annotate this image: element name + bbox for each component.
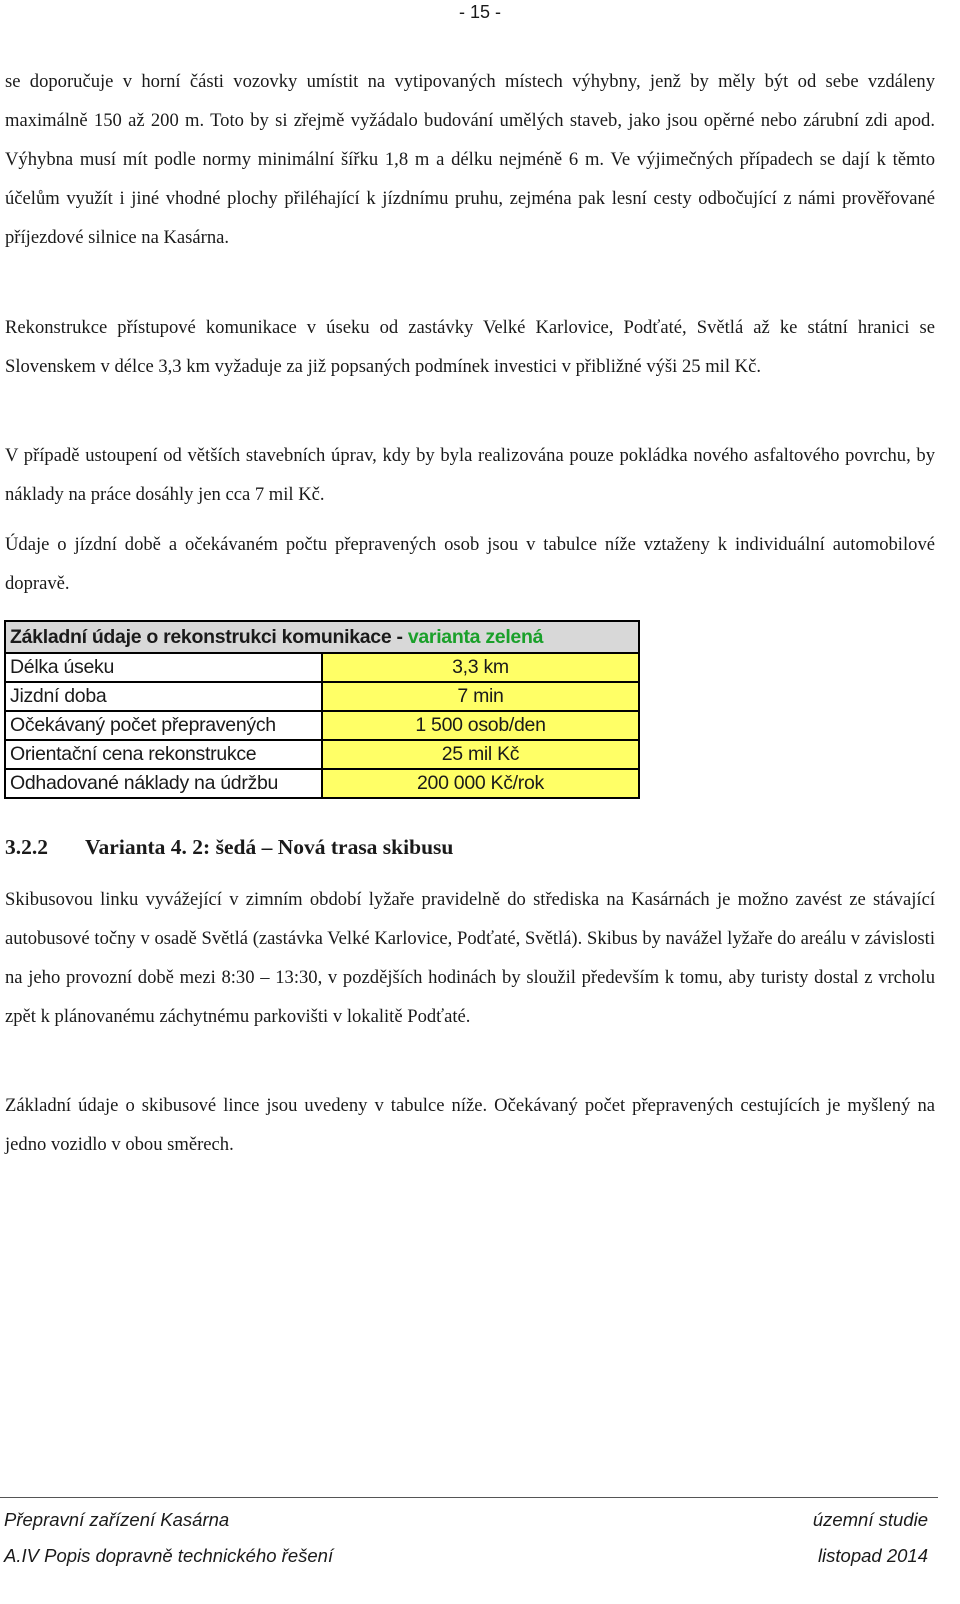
row-value: 1 500 osob/den: [322, 711, 639, 740]
row-label: Odhadované náklady na údržbu: [5, 769, 322, 798]
paragraph-reconstruction-cost: Rekonstrukce přístupové komunikace v úseku od zastávky Velké Karlovice, Podťaté, Světlá až ke státní hranici se Slovenskem v délce 3,3 km vyžaduje za již popsaných podmínek investici v přibližné výši 25 mil Kč.: [5, 317, 935, 377]
table-header-row: [5, 621, 639, 653]
footer-row-1: [4, 1508, 928, 1532]
row-label: Očekávaný počet přepravených: [5, 711, 322, 740]
row-value: 200 000 Kč/rok: [322, 769, 639, 798]
table-row: [5, 769, 639, 798]
section-number: 3.2.2: [5, 835, 48, 859]
footer-row-2: [4, 1544, 928, 1568]
footer-project: Přepravní zařízení Kasárna: [4, 1509, 230, 1530]
table-row: [5, 740, 639, 769]
table-title: [5, 621, 639, 653]
paragraph-passing-places: se doporučuje v horní části vozovky umístit na vytipovaných místech výhybny, jenž by měly být od sebe vzdáleny maximálně 150 až 200 m. Toto by si zřejmě vyžádalo budování umělých staveb, jako jsou opěrné nebo zárubní zdi apod. Výhybna musí mít podle normy minimální šířku 1,8 m a délku nejméně 6 m. Ve výjimečných případech se dají k těmto účelům využít i jiné vhodné plochy přiléhající k jízdnímu pruhu, zejména pak lesní cesty odbočující z námi prověřované příjezdové silnice na Kasárna.: [5, 71, 935, 248]
page-number: - 15 -: [458, 2, 501, 22]
paragraph-asphalt-option: V případě ustoupení od větších stavebních úprav, kdy by byla realizována pouze pokládka nového asfaltového povrchu, by náklady na práce dosáhly jen cca 7 mil Kč.: [5, 445, 935, 505]
footer-divider: [0, 1497, 938, 1498]
row-label: Orientační cena rekonstrukce: [5, 740, 322, 769]
row-label: Jizdní doba: [5, 682, 322, 711]
row-value: 25 mil Kč: [322, 740, 639, 769]
reconstruction-data-table: [4, 620, 640, 799]
table-row: [5, 653, 639, 682]
row-value: 7 min: [322, 682, 639, 711]
footer-chapter: A.IV Popis dopravně technického řešení: [4, 1545, 334, 1566]
table-title-variant: varianta zelená: [407, 625, 544, 648]
row-label: Délka úseku: [5, 653, 322, 682]
section-title: Varianta 4. 2: šedá – Nová trasa skibusu: [85, 835, 454, 859]
table-row: [5, 682, 639, 711]
footer-date: listopad 2014: [817, 1545, 928, 1566]
row-value: 3,3 km: [322, 653, 639, 682]
table-title-text: Základní údaje o rekonstrukci komunikace -: [10, 625, 408, 648]
paragraph-table-note: Údaje o jízdní době a očekávaném počtu přepravených osob jsou v tabulce níže vztaženy k individuální automobilové dopravě.: [5, 534, 935, 594]
footer-doc-type: územní studie: [812, 1509, 928, 1530]
paragraph-skibus-route: Skibusovou linku vyvážející v zimním období lyžaře pravidelně do střediska na Kasárnách je možno zavést ze stávající autobusové točny v osadě Světlá (zastávka Velké Karlovice, Podťaté, Světlá). Skibus by navážel lyžaře do areálu v závislosti na jeho provozní době mezi 8:30 – 13:30, v pozdějších hodinách by sloužil především k tomu, aby turisty dostal z vrcholu zpět k plánovanému záchytnému parkovišti v lokalitě Podťaté.: [5, 889, 935, 1027]
paragraph-skibus-data: Základní údaje o skibusové lince jsou uvedeny v tabulce níže. Očekávaný počet přepravených cestujících je myšlený na jedno vozidlo v obou směrech.: [5, 1095, 935, 1155]
table-row: [5, 711, 639, 740]
section-heading: [5, 830, 453, 864]
